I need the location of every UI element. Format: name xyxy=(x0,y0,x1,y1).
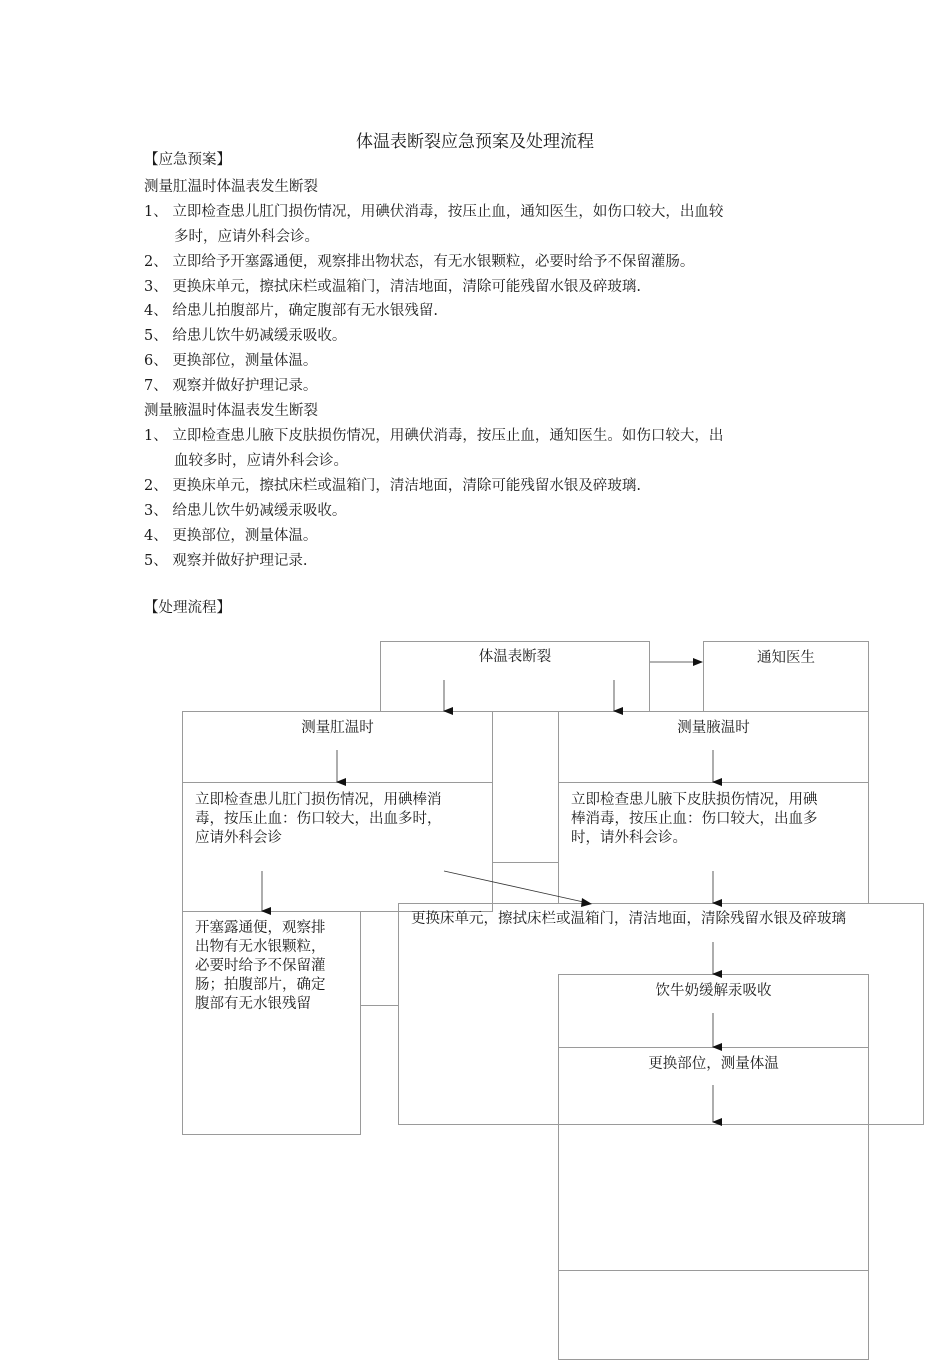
flow-start-text: 体温表断裂 xyxy=(478,649,552,665)
axillary-item-2: 2、 更换床单元，擦拭床栏或温箱门，清洁地面，清除可能残留水银及碎玻璃. xyxy=(144,478,641,494)
flow-milk-text: 饮牛奶缓解汞吸收 xyxy=(655,983,772,999)
flow-rectal-text: 测量肛温时 xyxy=(301,720,374,736)
rectal-item-1-cont: 多时，应请外科会诊。 xyxy=(174,229,319,245)
flow-rectal-check-line: 应请外科会诊 xyxy=(195,830,282,846)
page-title: 体温表断裂应急预案及处理流程 xyxy=(356,132,594,152)
flow-axillary-check-line: 棒消毒，按压止血：伤口较大，出血多 xyxy=(571,811,818,827)
flow-enema-line: 开塞露通便，观察排 xyxy=(195,920,326,936)
rectal-item-4: 4、 给患儿拍腹部片，确定腹部有无水银残留. xyxy=(144,303,438,319)
rectal-item-3: 3、 更换床单元，擦拭床栏或温箱门，清洁地面，清除可能残留水银及碎玻璃. xyxy=(144,279,641,295)
rectal-item-6: 6、 更换部位，测量体温。 xyxy=(144,353,318,369)
plan-heading: 【应急预案】 xyxy=(144,152,231,168)
rectal-heading: 测量肛温时体温表发生断裂 xyxy=(144,179,318,195)
flow-notify-text: 通知医生 xyxy=(757,650,815,666)
axillary-item-3: 3、 给患儿饮牛奶减缓汞吸收。 xyxy=(144,503,347,519)
flow-clean-text: 更换床单元，擦拭床栏或温箱门，清洁地面，清除残留水银及碎玻璃 xyxy=(411,911,846,927)
flow-rectal-check-line: 立即检查患儿肛门损伤情况，用碘棒消 xyxy=(195,792,442,808)
arrow-rectal-to-clean xyxy=(444,871,588,903)
flow-axillary-check-line: 立即检查患儿腋下皮肤损伤情况，用碘 xyxy=(571,792,818,808)
axillary-item-5: 5、 观察并做好护理记录. xyxy=(144,553,308,569)
flow-axillary-text: 测量腋温时 xyxy=(677,720,750,736)
axillary-item-1-cont: 血较多时，应请外科会诊。 xyxy=(174,453,348,469)
rectal-item-5: 5、 给患儿饮牛奶减缓汞吸收。 xyxy=(144,328,347,344)
flow-rectal-check-line: 毒，按压止血：伤口较大，出血多时， xyxy=(195,811,442,827)
flow-axillary-check-line: 时，请外科会诊。 xyxy=(571,830,687,846)
axillary-heading: 测量腋温时体温表发生断裂 xyxy=(144,403,318,419)
flow-enema-line: 肠；拍腹部片，确定 xyxy=(195,977,326,993)
flow-heading: 【处理流程】 xyxy=(144,600,231,616)
rectal-item-2: 2、 立即给予开塞露通便，观察排出物状态，有无水银颗粒，必要时给予不保留灌肠。 xyxy=(144,254,695,270)
flow-enema-line: 必要时给予不保留灌 xyxy=(195,958,326,974)
flow-enema-line: 腹部有无水银残留 xyxy=(195,996,311,1012)
flow-enema-line: 出物有无水银颗粒， xyxy=(195,939,326,955)
axillary-item-4: 4、 更换部位，测量体温。 xyxy=(144,528,318,544)
flow-remeasure-text: 更换部位，测量体温 xyxy=(648,1056,779,1072)
axillary-item-1: 1、 立即检查患儿腋下皮肤损伤情况，用碘伏消毒，按压止血，通知医生。如伤口较大，出 xyxy=(144,428,724,444)
rectal-item-1: 1、 立即检查患儿肛门损伤情况，用碘伏消毒，按压止血，通知医生，如伤口较大，出血较 xyxy=(144,204,724,220)
rectal-item-7: 7、 观察并做好护理记录。 xyxy=(144,378,318,394)
